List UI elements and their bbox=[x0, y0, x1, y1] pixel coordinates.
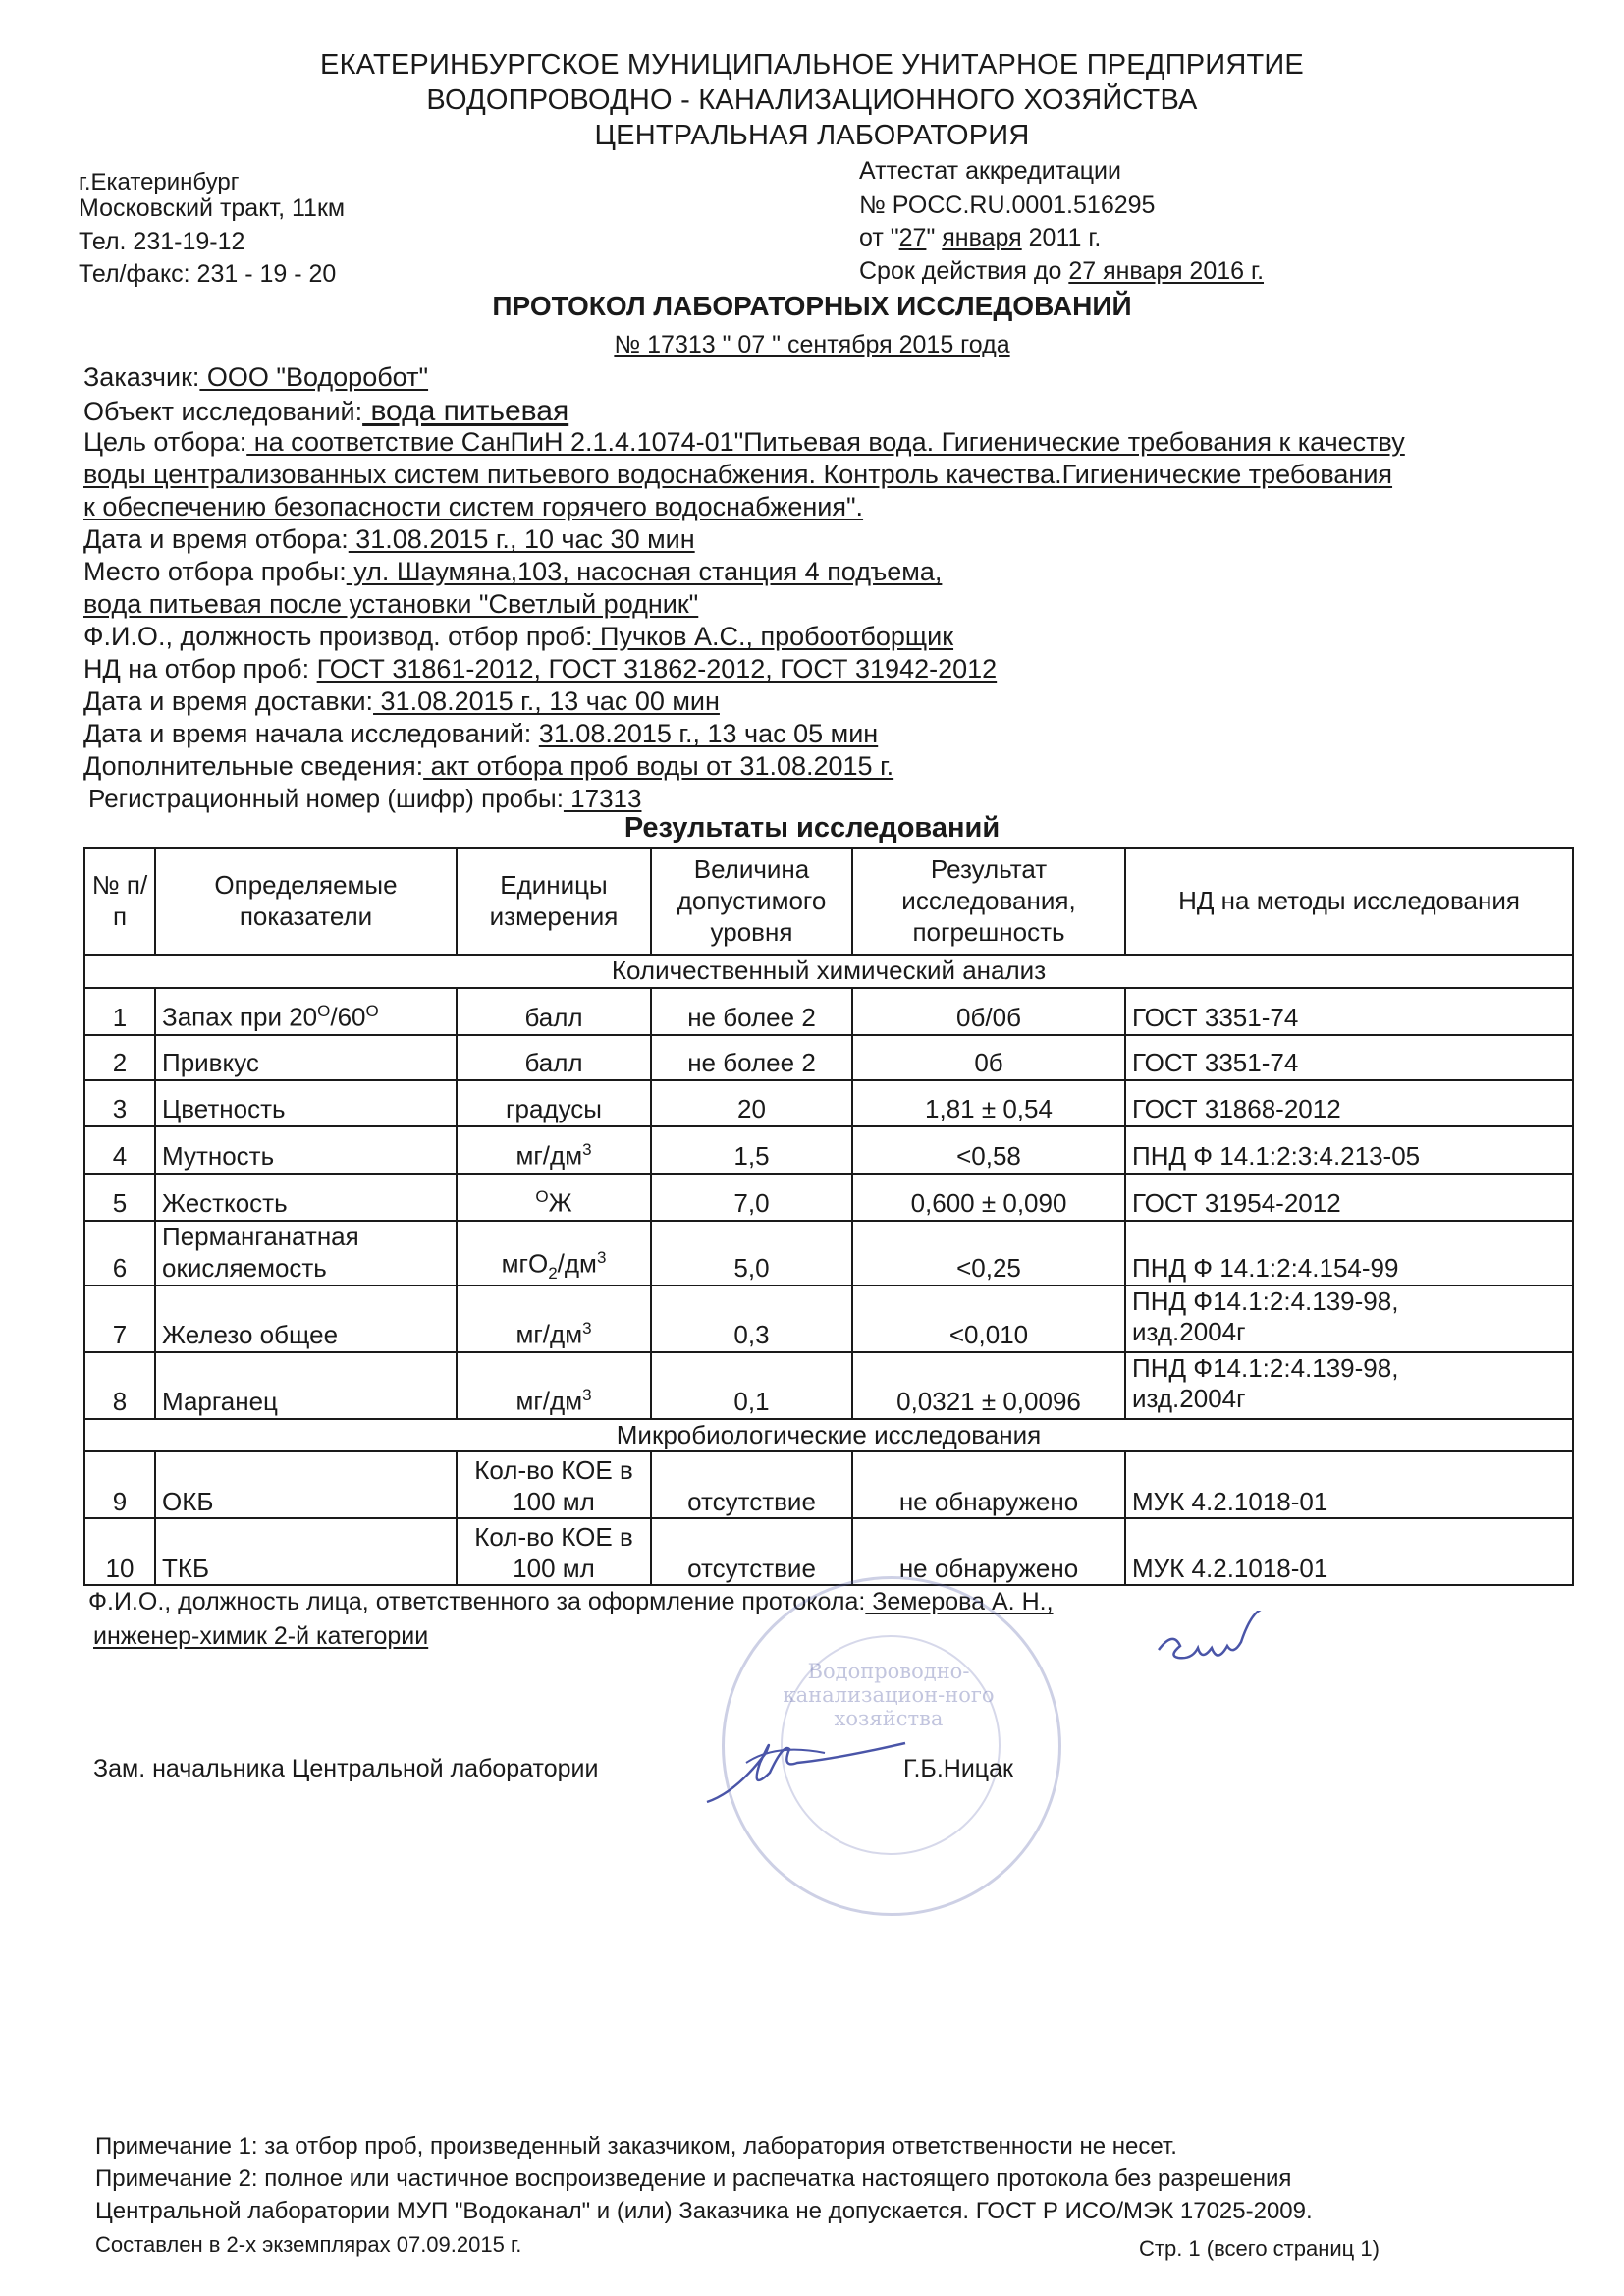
delivery-line: Дата и время доставки: 31.08.2015 г., 13 час 00 мин bbox=[83, 686, 720, 716]
stamp-text: Водопроводно-канализацион-ного хозяйства bbox=[783, 1660, 995, 1731]
row-unit: балл bbox=[457, 1035, 651, 1080]
row-indicator: ОКБ bbox=[155, 1451, 457, 1518]
row-method: ПНД Ф14.1:2:4.139-98, изд.2004г bbox=[1125, 1285, 1573, 1352]
org-name-line2: ВОДОПРОВОДНО - КАНАЛИЗАЦИОННОГО ХОЗЯЙСТВА bbox=[426, 84, 1198, 116]
row-unit: Кол-во КОЕ в 100 мл bbox=[457, 1451, 651, 1518]
accreditation-valid: Срок действия до 27 января 2016 г. bbox=[859, 257, 1265, 285]
row-result: 1,81 ± 0,54 bbox=[852, 1080, 1125, 1126]
table-row bbox=[84, 1352, 1573, 1419]
row-number: 7 bbox=[84, 1285, 155, 1352]
section-label: Микробиологические исследования bbox=[84, 1419, 1573, 1452]
row-number: 6 bbox=[84, 1221, 155, 1285]
row-limit: 20 bbox=[651, 1080, 852, 1126]
address-fax: Тел/факс: 231 - 19 - 20 bbox=[79, 260, 337, 288]
table-row bbox=[84, 1174, 1573, 1221]
section-label: Количественный химический анализ bbox=[84, 955, 1573, 988]
row-number: 10 bbox=[84, 1518, 155, 1585]
row-result: <0,58 bbox=[852, 1126, 1125, 1174]
note-2b: Центральной лаборатории МУП "Водоканал" и (или) Заказчика не допускается. ГОСТ Р ИСО/МЭК 17025-2009. bbox=[95, 2198, 1313, 2224]
row-unit: $^О$Ж bbox=[457, 1174, 651, 1221]
row-method: ПНД Ф14.1:2:4.139-98, изд.2004г bbox=[1125, 1352, 1573, 1419]
address-phone: Тел. 231-19-12 bbox=[79, 228, 245, 255]
place-line-2: вода питьевая после установки "Светлый родник" bbox=[83, 589, 699, 619]
row-unit: балл bbox=[457, 988, 651, 1035]
table-header-row bbox=[84, 848, 1573, 955]
row-result: 0,600 ± 0,090 bbox=[852, 1174, 1125, 1221]
col-header-unit: Единицы измерения bbox=[457, 848, 651, 955]
org-name-line1: ЕКАТЕРИНБУРГСКОЕ МУНИЦИПАЛЬНОЕ УНИТАРНОЕ ПРЕДПРИЯТИЕ bbox=[320, 49, 1304, 81]
copies-note: Составлен в 2-х экземплярах 07.09.2015 г. bbox=[95, 2232, 522, 2257]
table-row bbox=[84, 1126, 1573, 1174]
row-method: ГОСТ 31954-2012 bbox=[1125, 1174, 1573, 1221]
row-indicator: Привкус bbox=[155, 1035, 457, 1080]
protocol-title: ПРОТОКОЛ ЛАБОРАТОРНЫХ ИССЛЕДОВАНИЙ bbox=[492, 291, 1132, 321]
row-indicator: Запах при $20^О/60^О$ bbox=[155, 988, 457, 1035]
approval-signature bbox=[687, 1714, 913, 1822]
results-title: Результаты исследований bbox=[623, 812, 1001, 844]
row-indicator: Цветность bbox=[155, 1080, 457, 1126]
row-limit: 0,1 bbox=[651, 1352, 852, 1419]
section-row-chem bbox=[84, 955, 1573, 988]
row-number: 2 bbox=[84, 1035, 155, 1080]
row-unit: градусы bbox=[457, 1080, 651, 1126]
row-indicator: Марганец bbox=[155, 1352, 457, 1419]
place-line-1: Место отбора пробы: ул. Шаумяна,103, насосная станция 4 подъема, bbox=[83, 557, 943, 586]
row-unit: $мгО_2/дм^3$ bbox=[457, 1221, 651, 1285]
row-limit: отсутствие bbox=[651, 1451, 852, 1518]
reg-line: Регистрационный номер (шифр) пробы: 17313 bbox=[88, 784, 642, 813]
row-number: 4 bbox=[84, 1126, 155, 1174]
row-number: 5 bbox=[84, 1174, 155, 1221]
row-indicator: Железо общее bbox=[155, 1285, 457, 1352]
table-row bbox=[84, 1080, 1573, 1126]
col-header-indicator: Определяемые показатели bbox=[155, 848, 457, 955]
extra-line: Дополнительные сведения: акт отбора проб воды от 31.08.2015 г. bbox=[83, 751, 894, 781]
purpose-line-2: воды централизованных систем питьевого водоснабжения. Контроль качества.Гигиенические требования bbox=[83, 460, 1393, 489]
row-method: МУК 4.2.1018-01 bbox=[1125, 1518, 1573, 1585]
accreditation-number: № РОСС.RU.0001.516295 bbox=[859, 191, 1156, 219]
responsible-line: Ф.И.О., должность лица, ответственного за оформление протокола: Земерова А. Н., bbox=[88, 1588, 1054, 1615]
row-limit: 0,3 bbox=[651, 1285, 852, 1352]
row-limit: отсутствие bbox=[651, 1518, 852, 1585]
row-result: <0,25 bbox=[852, 1221, 1125, 1285]
address-street: Московский тракт, 11км bbox=[79, 194, 346, 222]
row-number: 9 bbox=[84, 1451, 155, 1518]
accreditation-title: Аттестат аккредитации bbox=[859, 157, 1121, 185]
row-unit: $мг/дм^3$ bbox=[457, 1285, 651, 1352]
start-line: Дата и время начала исследований: 31.08.2015 г., 13 час 05 мин bbox=[83, 719, 879, 748]
approval-label: Зам. начальника Центральной лаборатории bbox=[93, 1755, 599, 1782]
object-line: Объект исследований: вода питьевая bbox=[83, 395, 569, 427]
note-2a: Примечание 2: полное или частичное воспроизведение и распечатка настоящего протокола без разрешения bbox=[95, 2165, 1292, 2192]
row-indicator: Жесткость bbox=[155, 1174, 457, 1221]
responsible-position: инженер-химик 2-й категории bbox=[93, 1622, 429, 1650]
col-header-method: НД на методы исследования bbox=[1125, 848, 1573, 955]
row-method: ПНД Ф 14.1:2:3:4.213-05 bbox=[1125, 1126, 1573, 1174]
row-method: МУК 4.2.1018-01 bbox=[1125, 1451, 1573, 1518]
row-method: ПНД Ф 14.1:2:4.154-99 bbox=[1125, 1221, 1573, 1285]
row-number: 1 bbox=[84, 988, 155, 1035]
section-row-micro bbox=[84, 1419, 1573, 1452]
row-limit: 7,0 bbox=[651, 1174, 852, 1221]
purpose-line-1: Цель отбора: на соответствие СанПиН 2.1.4.1074-01"Питьевая вода. Гигиенические требования к качеству bbox=[83, 427, 1405, 457]
row-result: 0б bbox=[852, 1035, 1125, 1080]
row-indicator: ТКБ bbox=[155, 1518, 457, 1585]
row-limit: не более 2 bbox=[651, 1035, 852, 1080]
col-header-number: № п/п bbox=[84, 848, 155, 955]
purpose-line-3: к обеспечению безопасности систем горячего водоснабжения". bbox=[83, 492, 864, 521]
row-method: ГОСТ 3351-74 bbox=[1125, 988, 1573, 1035]
table-row bbox=[84, 1451, 1573, 1518]
row-result: <0,010 bbox=[852, 1285, 1125, 1352]
col-header-result: Результат исследования, погрешность bbox=[852, 848, 1125, 955]
row-unit: Кол-во КОЕ в 100 мл bbox=[457, 1518, 651, 1585]
row-limit: 5,0 bbox=[651, 1221, 852, 1285]
org-name-line3: ЦЕНТРАЛЬНАЯ ЛАБОРАТОРИЯ bbox=[594, 120, 1030, 151]
row-number: 8 bbox=[84, 1352, 155, 1419]
protocol-number: № 17313 " 07 " сентября 2015 года bbox=[614, 331, 1010, 358]
approval-name: Г.Б.Ницак bbox=[903, 1755, 1013, 1782]
row-number: 3 bbox=[84, 1080, 155, 1126]
row-indicator: Перманганатная окисляемость bbox=[155, 1221, 457, 1285]
row-result: не обнаружено bbox=[852, 1451, 1125, 1518]
note-1: Примечание 1: за отбор проб, произведенный заказчиком, лаборатория ответственности не несет. bbox=[95, 2133, 1177, 2159]
row-unit: $мг/дм^3$ bbox=[457, 1352, 651, 1419]
row-unit: $мг/дм^3$ bbox=[457, 1126, 651, 1174]
table-row bbox=[84, 1285, 1573, 1352]
table-row bbox=[84, 1221, 1573, 1285]
person-line: Ф.И.О., должность производ. отбор проб: Пучков А.С., пробоотборщик bbox=[83, 622, 954, 651]
row-method: ГОСТ 3351-74 bbox=[1125, 1035, 1573, 1080]
row-method: ГОСТ 31868-2012 bbox=[1125, 1080, 1573, 1126]
responsible-signature bbox=[1149, 1611, 1286, 1689]
row-limit: не более 2 bbox=[651, 988, 852, 1035]
table-row bbox=[84, 988, 1573, 1035]
row-result: 0б/0б bbox=[852, 988, 1125, 1035]
row-result: 0,0321 ± 0,0096 bbox=[852, 1352, 1125, 1419]
table-row bbox=[84, 1035, 1573, 1080]
results-table bbox=[83, 847, 1574, 1586]
row-limit: 1,5 bbox=[651, 1126, 852, 1174]
page-number: Стр. 1 (всего страниц 1) bbox=[1139, 2236, 1380, 2261]
table-row bbox=[84, 1518, 1573, 1585]
nd-line: НД на отбор проб: ГОСТ 31861-2012, ГОСТ 31862-2012, ГОСТ 31942-2012 bbox=[83, 654, 998, 683]
row-indicator: Мутность bbox=[155, 1126, 457, 1174]
accreditation-date: от "27" января 2011 г. bbox=[859, 224, 1102, 251]
row-result: не обнаружено bbox=[852, 1518, 1125, 1585]
col-header-limit: Величина допустимого уровня bbox=[651, 848, 852, 955]
customer-line: Заказчик: ООО "Водоробот" bbox=[83, 362, 429, 392]
address-city: г.Екатеринбург bbox=[79, 169, 240, 195]
sampling-date-line: Дата и время отбора: 31.08.2015 г., 10 час 30 мин bbox=[83, 524, 695, 554]
